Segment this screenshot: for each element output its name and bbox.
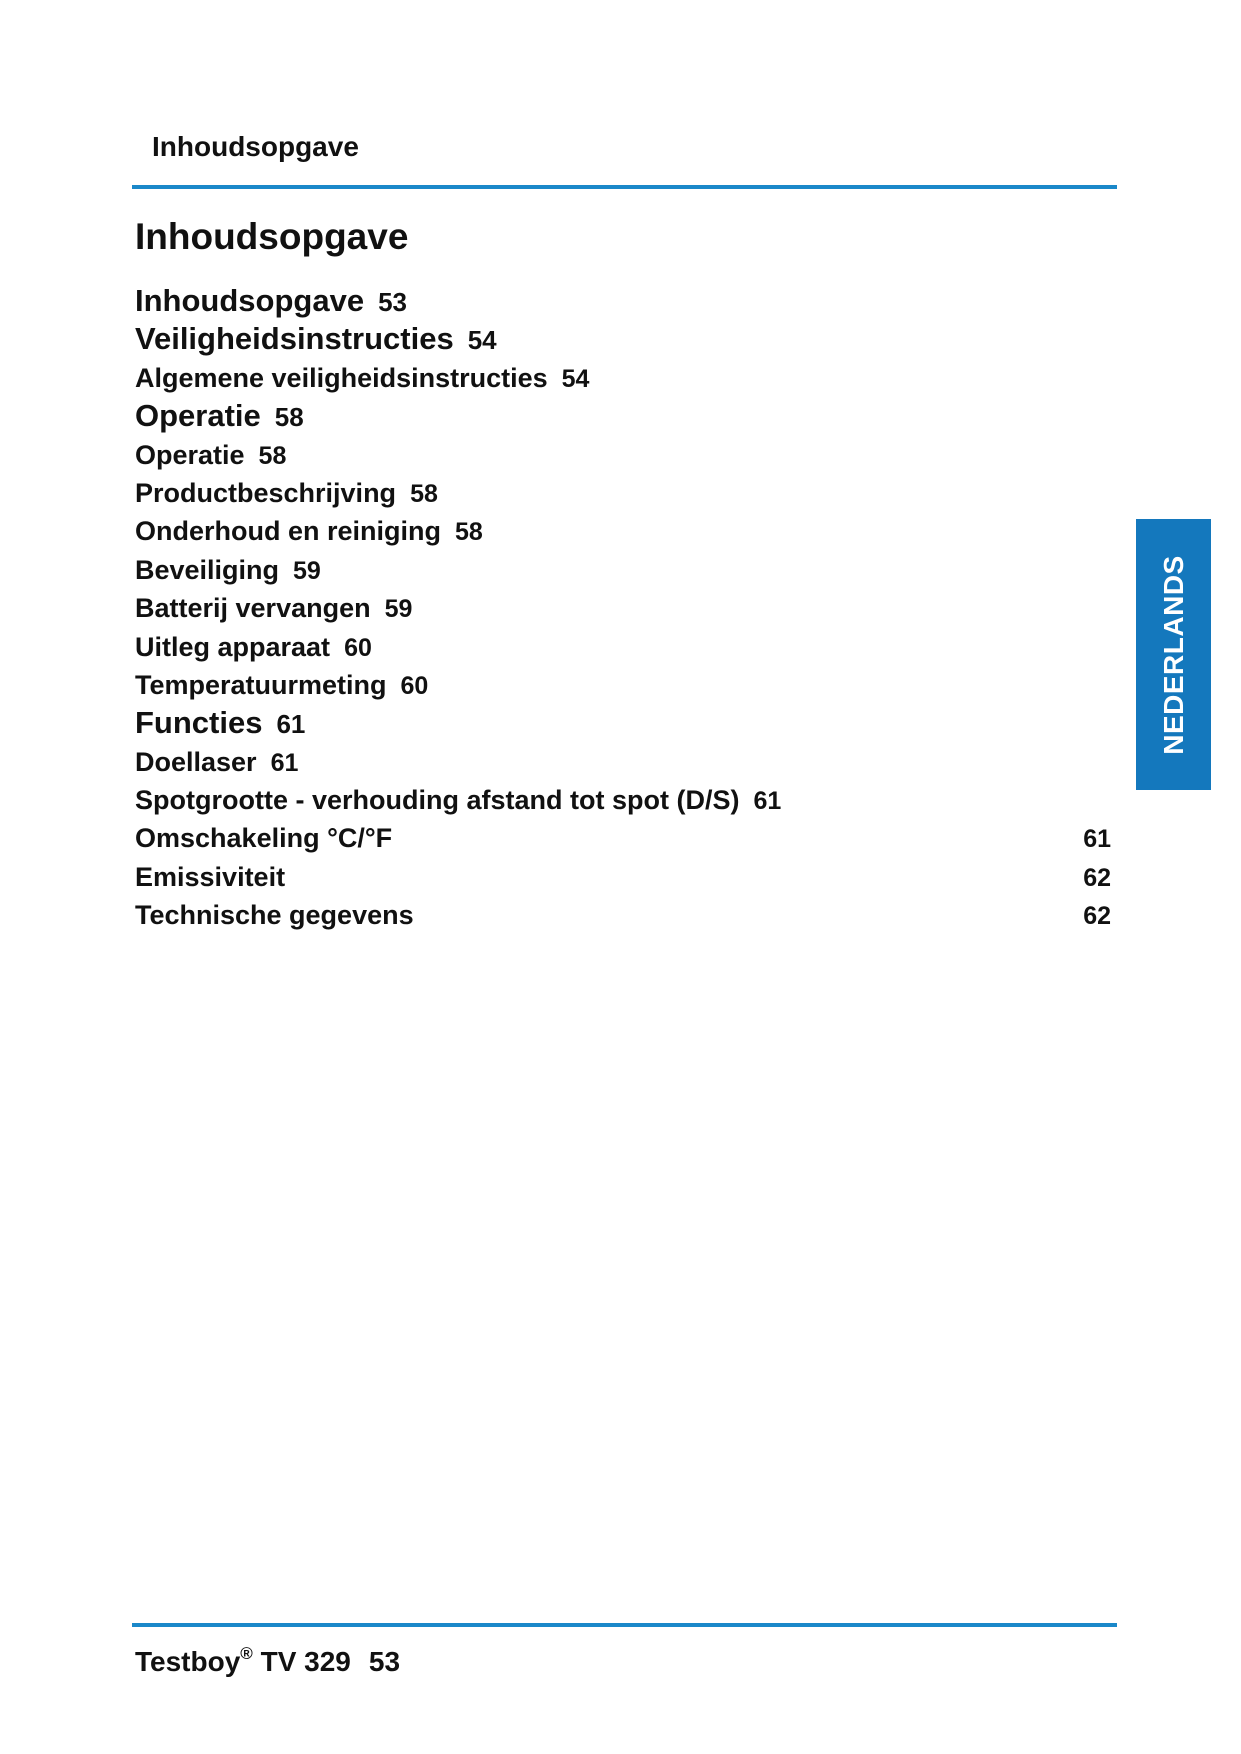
toc-entry-page: 53 bbox=[378, 287, 407, 317]
page-footer bbox=[135, 1644, 400, 1680]
toc-entry-page: 59 bbox=[384, 595, 413, 624]
header-divider bbox=[132, 185, 1117, 189]
toc-entry[interactable] bbox=[135, 320, 1111, 358]
toc-entry-title: Technische gegevens bbox=[135, 900, 414, 931]
toc-entry[interactable] bbox=[135, 743, 1111, 781]
toc-entry-page: 58 bbox=[455, 518, 483, 547]
toc-entry-page: 54 bbox=[467, 325, 497, 356]
toc-entry-title: Omschakeling °C/°F bbox=[135, 823, 393, 854]
footer-brand: Testboy bbox=[135, 1646, 241, 1677]
toc-entry[interactable] bbox=[135, 359, 1111, 397]
toc-entry-title: Batterij vervangen bbox=[135, 593, 371, 624]
table-of-contents bbox=[135, 282, 1111, 935]
toc-entry-page: 54 bbox=[561, 364, 590, 393]
toc-entry[interactable] bbox=[135, 896, 1111, 934]
toc-entry[interactable] bbox=[135, 551, 1111, 589]
toc-entry-page: 58 bbox=[258, 441, 287, 470]
toc-entry-page: 61 bbox=[270, 748, 299, 777]
toc-entry-title: Temperatuurmeting bbox=[135, 669, 387, 700]
toc-entry-title: Onderhoud en reiniging bbox=[135, 516, 441, 547]
toc-entry-title: Functies bbox=[135, 705, 263, 741]
toc-entry[interactable] bbox=[135, 704, 1111, 742]
toc-entry-title: Spotgrootte - verhouding afstand tot spot (D/S) bbox=[135, 785, 740, 816]
toc-entry[interactable] bbox=[135, 628, 1111, 666]
toc-entry-title: Operatie bbox=[135, 398, 261, 434]
toc-entry[interactable] bbox=[135, 282, 1111, 320]
toc-entry-page: 59 bbox=[293, 556, 321, 585]
language-tab-label: NEDERLANDS bbox=[1157, 554, 1189, 755]
toc-entry[interactable] bbox=[135, 512, 1111, 550]
running-header: Inhoudsopgave bbox=[152, 131, 359, 162]
toc-entry-page: 60 bbox=[400, 671, 429, 700]
toc-entry-title: Inhoudsopgave bbox=[135, 283, 365, 318]
toc-entry[interactable] bbox=[135, 819, 1111, 857]
toc-entry-page: 62 bbox=[1083, 863, 1111, 892]
toc-entry[interactable] bbox=[135, 666, 1111, 704]
toc-entry[interactable] bbox=[135, 589, 1111, 627]
toc-entry-title: Emissiviteit bbox=[135, 861, 286, 892]
toc-entry-title: Doellaser bbox=[135, 746, 257, 777]
language-tab bbox=[1136, 519, 1211, 790]
page-title: Inhoudsopgave bbox=[135, 216, 409, 257]
toc-entry-page: 58 bbox=[410, 479, 438, 508]
toc-entry[interactable] bbox=[135, 397, 1111, 435]
registered-mark: ® bbox=[240, 1644, 253, 1663]
toc-entry-title: Operatie bbox=[135, 439, 245, 470]
toc-entry-page: 62 bbox=[1083, 902, 1111, 931]
toc-entry-page: 60 bbox=[344, 633, 372, 662]
toc-entry[interactable] bbox=[135, 781, 1111, 819]
footer-model: TV 329 bbox=[260, 1646, 351, 1677]
toc-entry-title: Uitleg apparaat bbox=[135, 631, 331, 662]
toc-entry-page: 58 bbox=[274, 402, 304, 433]
toc-entry-page: 61 bbox=[1083, 825, 1111, 854]
toc-entry[interactable] bbox=[135, 858, 1111, 896]
footer-divider bbox=[132, 1623, 1117, 1627]
toc-entry-title: Algemene veiligheidsinstructies bbox=[135, 362, 548, 393]
toc-entry-page: 61 bbox=[753, 787, 782, 816]
toc-entry-title: Beveiliging bbox=[135, 554, 280, 585]
toc-entry-title: Productbeschrijving bbox=[135, 477, 397, 508]
toc-entry-title: Veiligheidsinstructies bbox=[135, 321, 454, 357]
footer-page-number: 53 bbox=[368, 1646, 401, 1677]
toc-entry[interactable] bbox=[135, 436, 1111, 474]
toc-entry-page: 61 bbox=[276, 709, 306, 740]
toc-entry[interactable] bbox=[135, 474, 1111, 512]
